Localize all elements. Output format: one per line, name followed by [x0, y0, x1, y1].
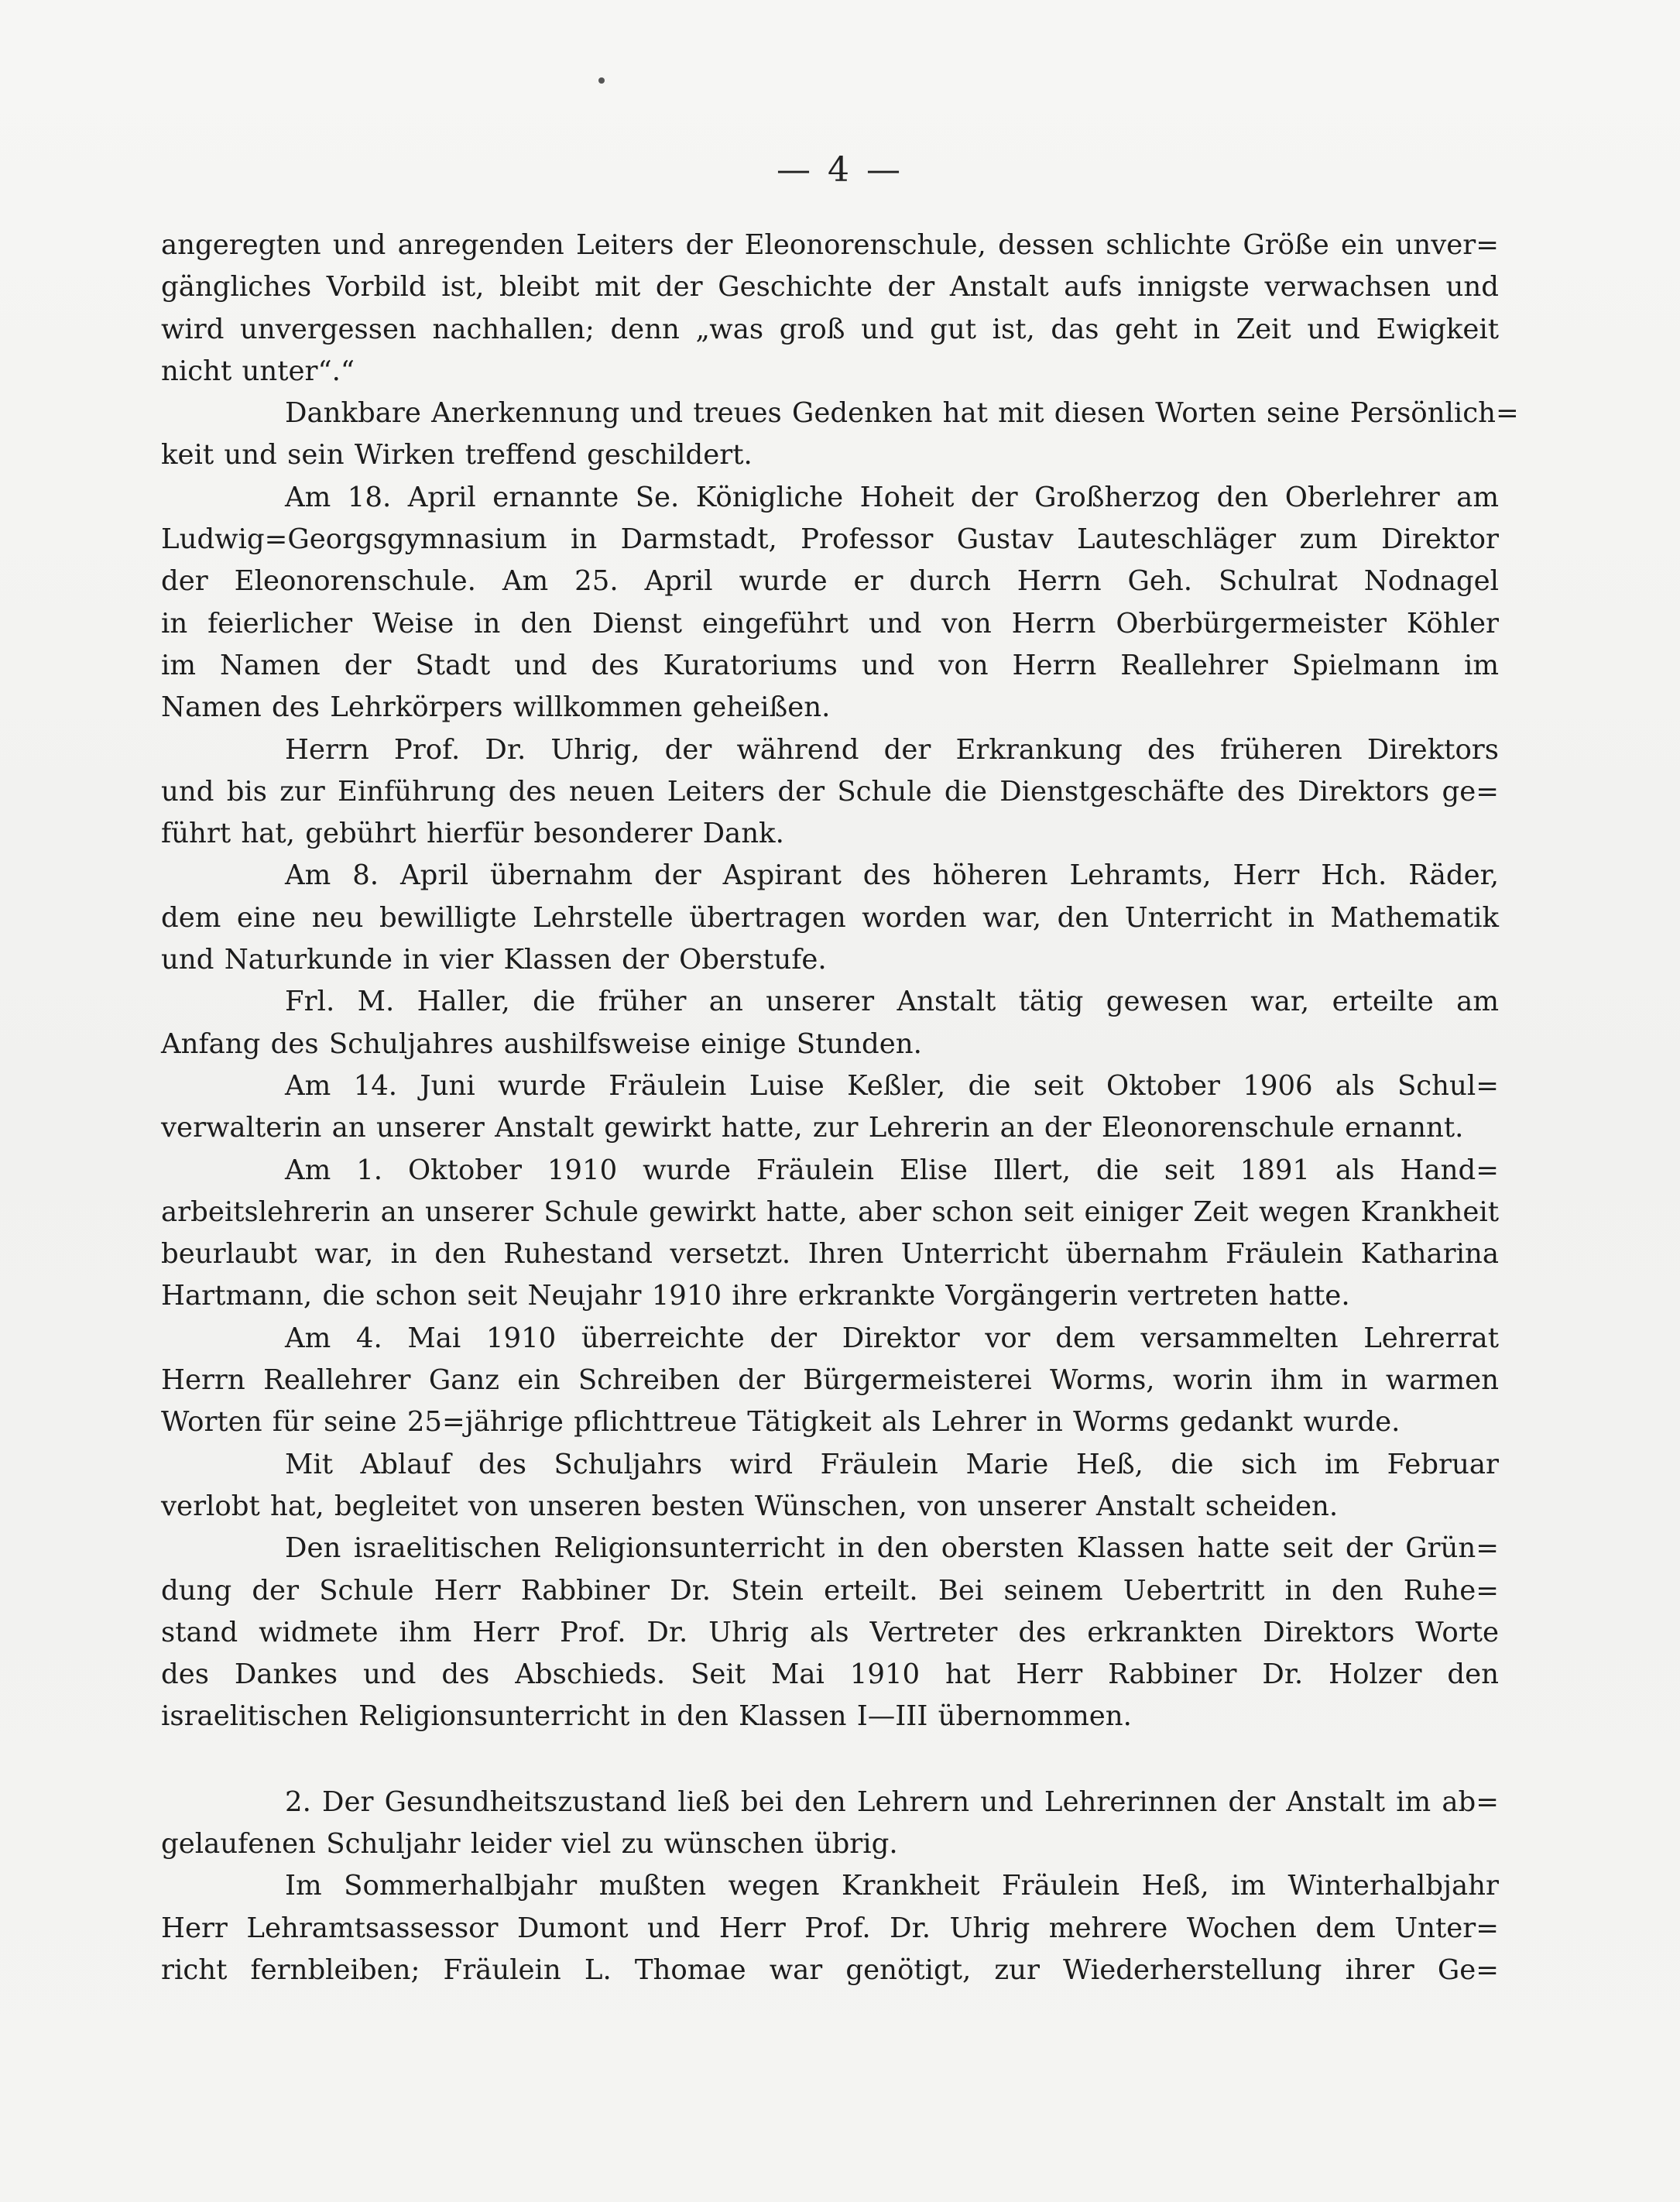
text-line: Am 8. April übernahm der Aspirant des höheren Lehramts, Herr Hch. Räder,: [285, 859, 1499, 892]
page-number: — 4 —: [777, 150, 903, 190]
text-line: dem eine neu bewilligte Lehrstelle übertragen worden war, den Unterricht in Mathematik: [161, 901, 1499, 934]
text-line: Dankbare Anerkennung und treues Gedenken hat mit diesen Worten seine Persönlich=: [285, 397, 1519, 430]
text-line: Ludwig=Georgsgymnasium in Darmstadt, Professor Gustav Lauteschläger zum Direktor: [161, 523, 1499, 556]
text-line: Namen des Lehrkörpers willkommen geheißen.: [161, 691, 831, 724]
text-line: in feierlicher Weise in den Dienst eingeführt und von Herrn Oberbürgermeister Köhler: [161, 607, 1499, 640]
text-line: wird unvergessen nachhallen; denn „was groß und gut ist, das geht in Zeit und Ewigkeit: [161, 313, 1499, 345]
text-line: gelaufenen Schuljahr leider viel zu wünschen übrig.: [161, 1827, 898, 1860]
body-text: [161, 225, 1519, 1991]
text-line: Am 18. April ernannte Se. Königliche Hoheit der Großherzog den Oberlehrer am: [285, 481, 1499, 513]
text-line: Am 1. Oktober 1910 wurde Fräulein Elise Illert, die seit 1891 als Hand=: [285, 1154, 1499, 1186]
text-line: stand widmete ihm Herr Prof. Dr. Uhrig als Vertreter des erkrankten Direktors Worte: [161, 1616, 1499, 1648]
ink-speck: [598, 77, 605, 84]
text-line: keit und sein Wirken treffend geschildert.: [161, 439, 753, 472]
text-line: der Eleonorenschule. Am 25. April wurde er durch Herrn Geh. Schulrat Nodnagel: [161, 565, 1499, 598]
text-line: richt fernbleiben; Fräulein L. Thomae war genötigt, zur Wiederherstellung ihrer Ge=: [161, 1953, 1499, 1986]
text-line: führt hat, gebührt hierfür besonderer Dank.: [161, 818, 784, 850]
text-line: Hartmann, die schon seit Neujahr 1910 ihre erkrankte Vorgängerin vertreten hatte.: [161, 1280, 1350, 1312]
text-line: beurlaubt war, in den Ruhestand versetzt. Ihren Unterricht übernahm Fräulein Katharina: [161, 1238, 1499, 1271]
text-line: Im Sommerhalbjahr mußten wegen Krankheit Fräulein Heß, im Winterhalbjahr: [285, 1870, 1499, 1902]
text-line: Anfang des Schuljahres aushilfsweise einige Stunden.: [161, 1027, 922, 1060]
text-line: nicht unter“.“: [161, 355, 355, 387]
text-line: und bis zur Einführung des neuen Leiters der Schule die Dienstgeschäfte des Direktors ge=: [161, 775, 1499, 808]
text-line: und Naturkunde in vier Klassen der Oberstufe.: [161, 944, 827, 976]
text-line: des Dankes und des Abschieds. Seit Mai 1910 hat Herr Rabbiner Dr. Holzer den: [161, 1658, 1499, 1691]
text-line: Den israelitischen Religionsunterricht in den obersten Klassen hatte seit der Grün=: [285, 1532, 1499, 1565]
text-line: israelitischen Religionsunterricht in den Klassen I—III übernommen.: [161, 1700, 1132, 1733]
text-line: Herrn Reallehrer Ganz ein Schreiben der Bürgermeisterei Worms, worin ihm in warmen: [161, 1364, 1499, 1397]
text-line: dung der Schule Herr Rabbiner Dr. Stein erteilt. Bei seinem Uebertritt in den Ruhe=: [161, 1574, 1499, 1607]
text-line: im Namen der Stadt und des Kuratoriums und von Herrn Reallehrer Spielmann im: [161, 649, 1499, 681]
section-gap: [161, 1738, 1499, 1782]
text-line: Mit Ablauf des Schuljahrs wird Fräulein Marie Heß, die sich im Februar: [285, 1448, 1499, 1480]
text-line: Am 14. Juni wurde Fräulein Luise Keßler, die seit Oktober 1906 als Schul=: [285, 1069, 1499, 1102]
text-line: Worten für seine 25=jährige pflichttreue Tätigkeit als Lehrer in Worms gedankt wurde.: [161, 1406, 1401, 1439]
text-line: angeregten und anregenden Leiters der Eleonorenschule, dessen schlichte Größe ein unver=: [161, 229, 1499, 261]
text-line: gängliches Vorbild ist, bleibt mit der Geschichte der Anstalt aufs innigste verwachsen und: [161, 271, 1499, 304]
text-line: Herrn Prof. Dr. Uhrig, der während der Erkrankung des früheren Direktors: [285, 733, 1499, 766]
text-line: verwalterin an unserer Anstalt gewirkt hatte, zur Lehrerin an der Eleonorenschule ernannt.: [161, 1112, 1464, 1144]
text-line: arbeitslehrerin an unserer Schule gewirkt hatte, aber schon seit einiger Zeit wegen Krankheit: [161, 1195, 1499, 1228]
text-line: Am 4. Mai 1910 überreichte der Direktor vor dem versammelten Lehrerrat: [285, 1322, 1499, 1354]
text-line: Frl. M. Haller, die früher an unserer Anstalt tätig gewesen war, erteilte am: [285, 986, 1499, 1018]
text-line: Herr Lehramtsassessor Dumont und Herr Prof. Dr. Uhrig mehrere Wochen dem Unter=: [161, 1912, 1499, 1944]
text-line: verlobt hat, begleitet von unseren besten Wünschen, von unserer Anstalt scheiden.: [161, 1490, 1339, 1522]
text-line: 2. Der Gesundheitszustand ließ bei den Lehrern und Lehrerinnen der Anstalt im ab=: [285, 1785, 1499, 1818]
